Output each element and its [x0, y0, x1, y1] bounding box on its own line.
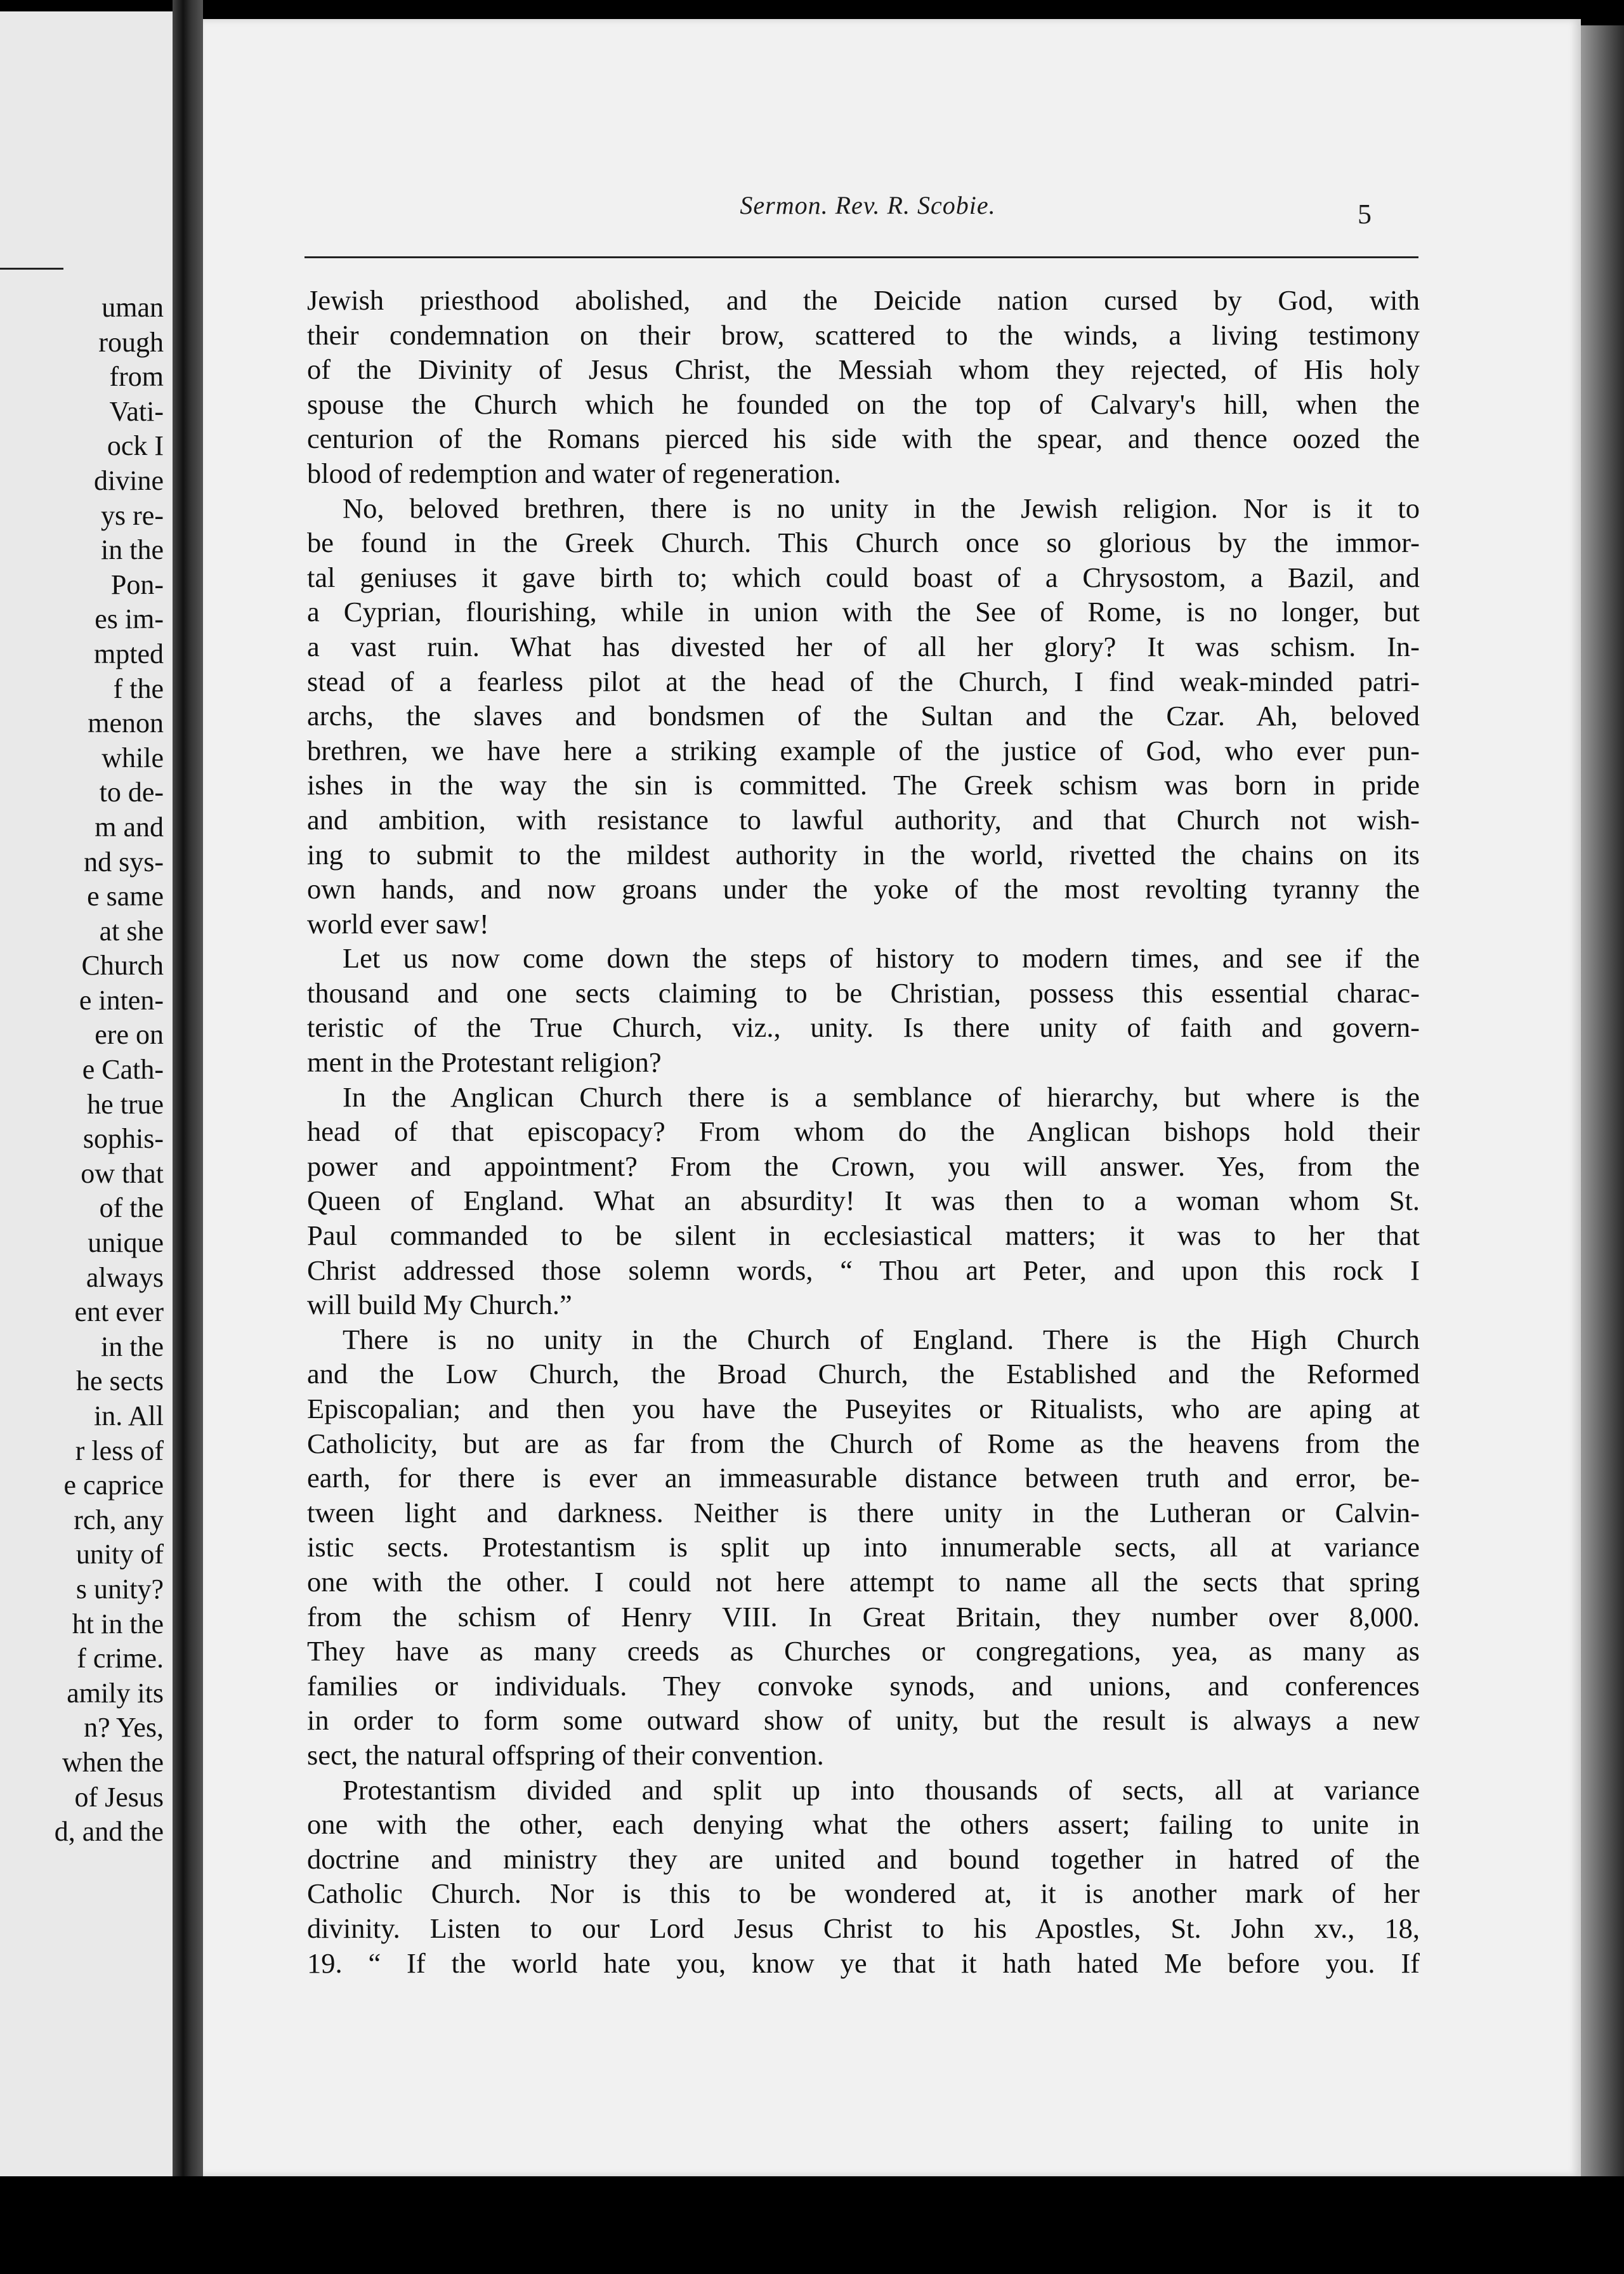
text-line: Episcopalian; and then you have the Puseyites or Ritualists, who are aping at: [307, 1393, 1420, 1424]
text-line: teristic of the True Church, viz., unity. Is there unity of faith and govern-: [307, 1011, 1420, 1044]
text-line: spouse the Church which he founded on the top of Calvary's hill, when the: [307, 388, 1420, 420]
page-edge-shadow: [1581, 25, 1624, 2176]
left-header-rule: [0, 268, 63, 270]
text-line: a vast ruin. What has divested her of all her glory? It was schism. In-: [307, 630, 1420, 662]
left-page-line: r less of: [75, 1435, 164, 1466]
left-page-line: to de-: [99, 777, 164, 808]
left-page-line: Pon-: [110, 568, 164, 600]
left-page-line: rough: [98, 326, 164, 358]
text-line: ment in the Protestant religion?: [307, 1046, 662, 1079]
paragraph: [307, 1322, 1420, 1773]
left-page-line: e same: [87, 881, 164, 912]
text-line: of the Divinity of Jesus Christ, the Messiah whom they rejected, of His holy: [307, 353, 1420, 386]
text-line: 19. “ If the world hate you, know ye that it hath hated Me before you. If: [307, 1947, 1420, 1979]
text-line: Let us now come down the steps of history to modern times, and see if the: [343, 942, 1420, 975]
left-page-line: uman: [102, 292, 164, 323]
text-line: world ever saw!: [307, 907, 489, 940]
paragraph: [307, 283, 1420, 491]
text-line: and ambition, with resistance to lawful authority, and that Church not wish-: [307, 803, 1420, 836]
text-line: There is no unity in the Church of England. There is the High Church: [343, 1323, 1420, 1355]
text-line: from the schism of Henry VIII. In Great Britain, they number over 8,000.: [307, 1600, 1420, 1633]
text-line: and the Low Church, the Broad Church, the Established and the Reformed: [307, 1358, 1420, 1390]
text-line: will build My Church.”: [307, 1289, 572, 1321]
text-line: ishes in the way the sin is committed. The Greek schism was born in pride: [307, 769, 1420, 801]
left-page-line: s unity?: [75, 1573, 164, 1605]
text-line: a Cyprian, flourishing, while in union with the See of Rome, is no longer, but: [307, 596, 1420, 628]
body-text: [307, 283, 1420, 1980]
left-page-line: of Jesus: [74, 1781, 164, 1813]
left-page-line: of the: [99, 1192, 164, 1224]
text-line: power and appointment? From the Crown, you will answer. Yes, from the: [307, 1150, 1420, 1182]
scan-bottom-border: [0, 2176, 1624, 2274]
left-page-line: at she: [99, 915, 164, 947]
left-page-line: m and: [95, 811, 164, 843]
text-line: Catholic Church. Nor is this to be wondered at, it is another mark of her: [307, 1877, 1420, 1910]
left-page-line: e caprice: [63, 1469, 164, 1501]
left-page-line: ent ever: [74, 1296, 164, 1328]
text-line: be found in the Greek Church. This Church once so glorious by the immor-: [307, 527, 1420, 559]
left-page-text: [55, 291, 164, 1850]
text-line: ing to submit to the mildest authority in the world, rivetted the chains on its: [307, 838, 1420, 871]
left-page-line: in. All: [93, 1400, 164, 1431]
text-line: earth, for there is ever an immeasurable distance between truth and error, be-: [307, 1462, 1420, 1494]
left-page-line: unique: [88, 1227, 164, 1259]
book-spine: [173, 0, 203, 2274]
text-line: own hands, and now groans under the yoke of the most revolting tyranny the: [307, 873, 1420, 905]
left-page-line: d, and the: [54, 1816, 164, 1848]
left-page-line: es im-: [95, 603, 164, 635]
text-line: in order to form some outward show of unity, but the result is always a new: [307, 1704, 1420, 1737]
left-page-line: menon: [88, 707, 164, 739]
text-line: tween light and darkness. Neither is there unity in the Lutheran or Calvin-: [307, 1496, 1420, 1528]
text-line: sect, the natural offspring of their convention.: [307, 1738, 824, 1771]
paragraph: [307, 941, 1420, 1079]
left-page-line: ys re-: [101, 499, 164, 531]
left-page-line: ock I: [107, 430, 164, 462]
text-line: Jewish priesthood abolished, and the Deicide nation cursed by God, with: [307, 284, 1420, 316]
left-page-line: n? Yes,: [84, 1712, 164, 1744]
paragraph: [307, 1080, 1420, 1322]
text-line: tal geniuses it gave birth to; which could boast of a Chrysostom, a Bazil, and: [307, 561, 1420, 593]
text-line: No, beloved brethren, there is no unity in the Jewish religion. Nor is it to: [343, 492, 1420, 524]
left-page-line: always: [86, 1261, 164, 1293]
left-page-line: from: [109, 361, 164, 393]
text-line: thousand and one sects claiming to be Christian, possess this essential charac-: [307, 976, 1420, 1009]
text-line: divinity. Listen to our Lord Jesus Christ to his Apostles, St. John xv., 18,: [307, 1912, 1420, 1944]
text-line: one with the other, each denying what the others assert; failing to unite in: [307, 1808, 1420, 1841]
text-line: They have as many creeds as Churches or congregations, yea, as many as: [307, 1635, 1420, 1667]
left-page-line: while: [102, 742, 164, 773]
left-page-line: sophis-: [82, 1123, 164, 1155]
left-page-line: divine: [94, 464, 164, 496]
text-line: istic sects. Protestantism is split up into innumerable sects, all at variance: [307, 1531, 1420, 1563]
left-page-line: he true: [87, 1088, 164, 1120]
left-page-line: Church: [81, 950, 164, 982]
text-line: centurion of the Romans pierced his side with the spear, and thence oozed the: [307, 423, 1420, 455]
text-line: blood of redemption and water of regeneration.: [307, 457, 841, 489]
text-line: Protestantism divided and split up into thousands of sects, all at variance: [343, 1773, 1420, 1806]
left-page-line: unity of: [75, 1539, 164, 1570]
left-page: [0, 11, 173, 2181]
page-number: 5: [1358, 199, 1372, 230]
text-line: stead of a fearless pilot at the head of the Church, I find weak-minded patri-: [307, 665, 1420, 697]
left-page-line: f crime.: [77, 1643, 164, 1674]
left-page-line: nd sys-: [84, 846, 164, 877]
left-page-line: he sects: [75, 1365, 164, 1397]
left-page-line: in the: [101, 1331, 164, 1362]
text-line: one with the other. I could not here attempt to name all the sects that spring: [307, 1565, 1420, 1598]
left-page-line: rch, any: [74, 1504, 164, 1535]
text-line: In the Anglican Church there is a semblance of hierarchy, but where is the: [343, 1081, 1420, 1113]
text-line: doctrine and ministry they are united and bound together in hatred of the: [307, 1843, 1420, 1875]
text-line: Christ addressed those solemn words, “ Thou art Peter, and upon this rock I: [307, 1254, 1420, 1286]
left-page-line: mpted: [94, 638, 164, 669]
left-page-line: ow that: [81, 1157, 164, 1189]
left-page-line: amily its: [67, 1677, 164, 1709]
left-page-line: in the: [101, 534, 164, 566]
header-rule: [304, 256, 1418, 258]
running-title: Sermon. Rev. R. Scobie.: [740, 191, 996, 220]
scan-top-border: [0, 0, 1624, 19]
text-line: Catholicity, but are as far from the Church of Rome as the heavens from the: [307, 1427, 1420, 1459]
left-page-line: Vati-: [109, 395, 164, 427]
text-line: Queen of England. What an absurdity! It was then to a woman whom St.: [307, 1185, 1420, 1217]
text-line: their condemnation on their brow, scattered to the winds, a living testimony: [307, 319, 1420, 351]
left-page-line: ere on: [95, 1019, 164, 1051]
paragraph: [307, 491, 1420, 942]
text-line: families or individuals. They convoke synods, and unions, and conferences: [307, 1669, 1420, 1702]
left-page-line: f the: [113, 673, 164, 704]
left-page-line: ht in the: [72, 1608, 164, 1640]
text-line: Paul commanded to be silent in ecclesiastical matters; it was to her that: [307, 1219, 1420, 1252]
left-page-line: when the: [62, 1746, 164, 1778]
paragraph: [307, 1773, 1420, 1981]
text-line: archs, the slaves and bondsmen of the Sultan and the Czar. Ah, beloved: [307, 700, 1420, 732]
text-line: head of that episcopacy? From whom do the Anglican bishops hold their: [307, 1115, 1420, 1148]
left-page-line: e inten-: [79, 984, 164, 1016]
left-page-line: e Cath-: [82, 1054, 164, 1086]
text-line: brethren, we have here a striking example of the justice of God, who ever pun-: [307, 734, 1420, 766]
